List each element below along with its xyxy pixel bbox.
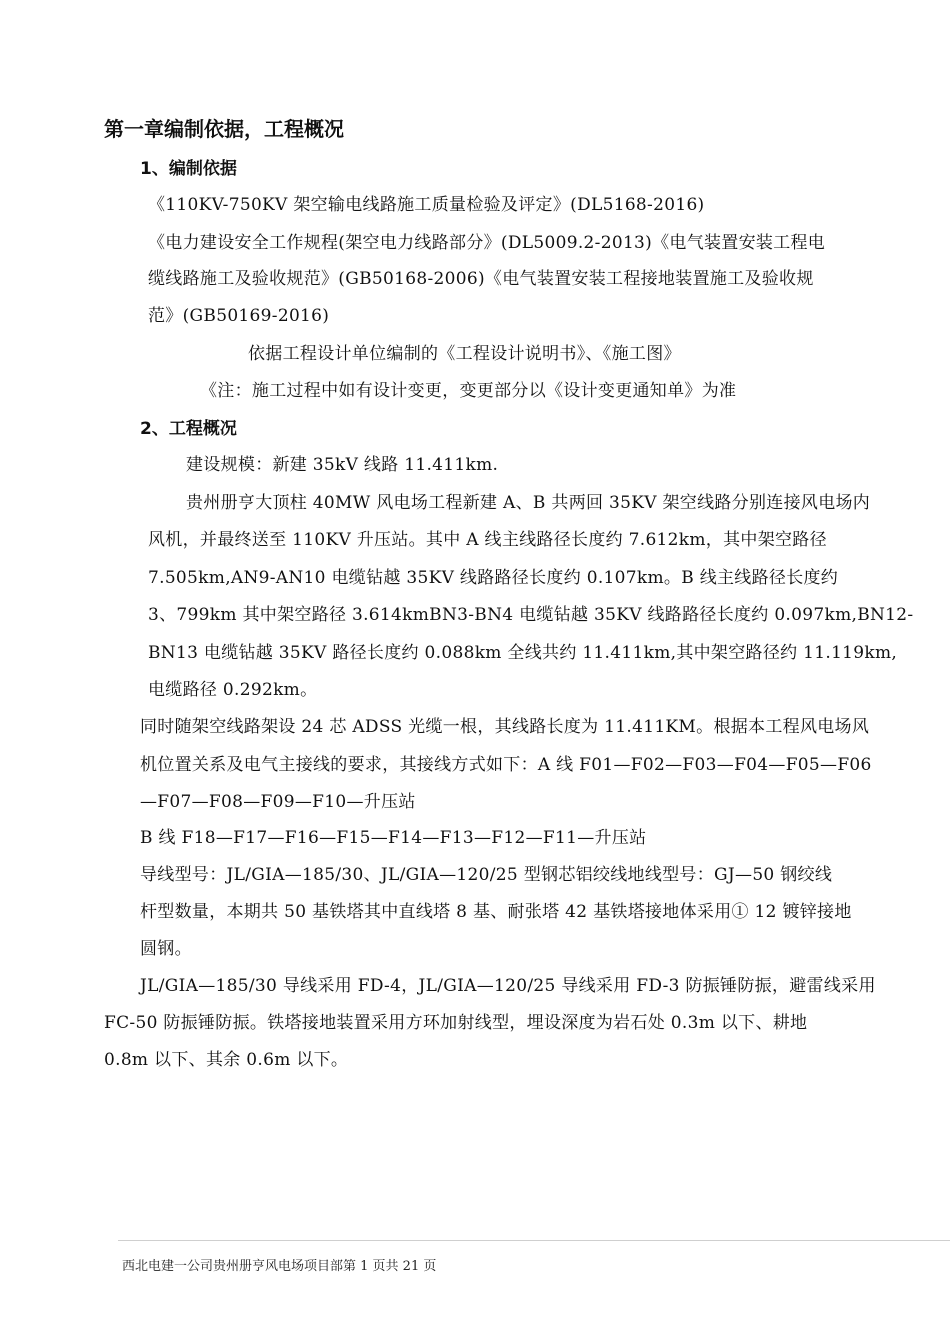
overview-line-9: 机位置关系及电气主接线的要求，其接线方式如下：A 线 F01—F02—F03—F04—F05—F06 [140,755,872,775]
basis-line-5: 依据工程设计单位编制的《工程设计说明书》、《施工图》 [248,344,681,364]
basis-line-1: 《110KV-750KV 架空输电线路施工质量检验及评定》(DL5168-2016) [148,195,705,215]
chapter-title: 第一章编制依据，工程概况 [104,117,344,141]
overview-line-7: 电缆路径 0.292km。 [148,680,318,700]
overview-line-10: —F07—F08—F09—F10—升压站 [140,792,416,812]
basis-note: 《注：施工过程中如有设计变更，变更部分以《设计变更通知单》为准 [200,381,737,401]
overview-line-6: BN13 电缆钻越 35KV 路径长度约 0.088km 全线共约 11.411km,其中架空路径约 11.119km, [148,643,898,663]
overview-line-4: 7.505km,AN9-AN10 电缆钻越 35KV 线路路径长度约 0.107km。B 线主线路径长度约 [148,568,839,588]
basis-line-3: 缆线路施工及验收规范》(GB50168-2006)《电气装置安装工程接地装置施工及验收规 [148,269,814,289]
basis-line-4: 范》(GB50169-2016) [148,306,330,326]
overview-line-13: 杆型数量，本期共 50 基铁塔其中直线塔 8 基、耐张塔 42 基铁塔接地体采用① 12 镀锌接地 [140,902,852,922]
basis-line-2: 《电力建设安全工作规程(架空电力线路部分》(DL5009.2-2013)《电气装置安装工程电 [148,233,826,253]
overview-line-1: 建设规模：新建 35kV 线路 11.411km. [186,455,499,475]
overview-line-5: 3、799km 其中架空路径 3.614kmBN3-BN4 电缆钻越 35KV 线路路径长度约 0.097km,BN12- [148,605,914,625]
footer-divider [118,1240,950,1241]
overview-line-16: FC-50 防振锤防振。铁塔接地装置采用方环加射线型，埋设深度为岩石处 0.3m 以下、耕地 [104,1013,808,1033]
overview-line-12: 导线型号：JL/GIA—185/30、JL/GIA—120/25 型钢芯铝绞线地线型号：GJ—50 钢绞线 [140,865,833,885]
page-footer: 西北电建一公司贵州册亨风电场项目部第 1 页共 21 页 [122,1259,437,1274]
overview-line-3: 风机，并最终送至 110KV 升压站。其中 A 线主线路径长度约 7.612km，其中架空路径 [148,530,827,550]
overview-line-17: 0.8m 以下、其余 0.6m 以下。 [104,1050,349,1070]
overview-line-11: B 线 F18—F17—F16—F15—F14—F13—F12—F11—升压站 [140,828,647,848]
overview-line-15: JL/GIA—185/30 导线采用 FD-4，JL/GIA—120/25 导线采用 FD-3 防振锤防振，避雷线采用 [140,976,876,996]
overview-line-2: 贵州册亨大顶柱 40MW 风电场工程新建 A、B 共两回 35KV 架空线路分别连接风电场内 [186,493,871,513]
overview-line-8: 同时随架空线路架设 24 芯 ADSS 光缆一根，其线路长度为 11.411KM。根据本工程风电场风 [140,717,870,737]
section-heading-basis: 1、编制依据 [140,159,237,179]
section-heading-overview: 2、工程概况 [140,419,237,439]
overview-line-14: 圆钢。 [140,939,192,959]
